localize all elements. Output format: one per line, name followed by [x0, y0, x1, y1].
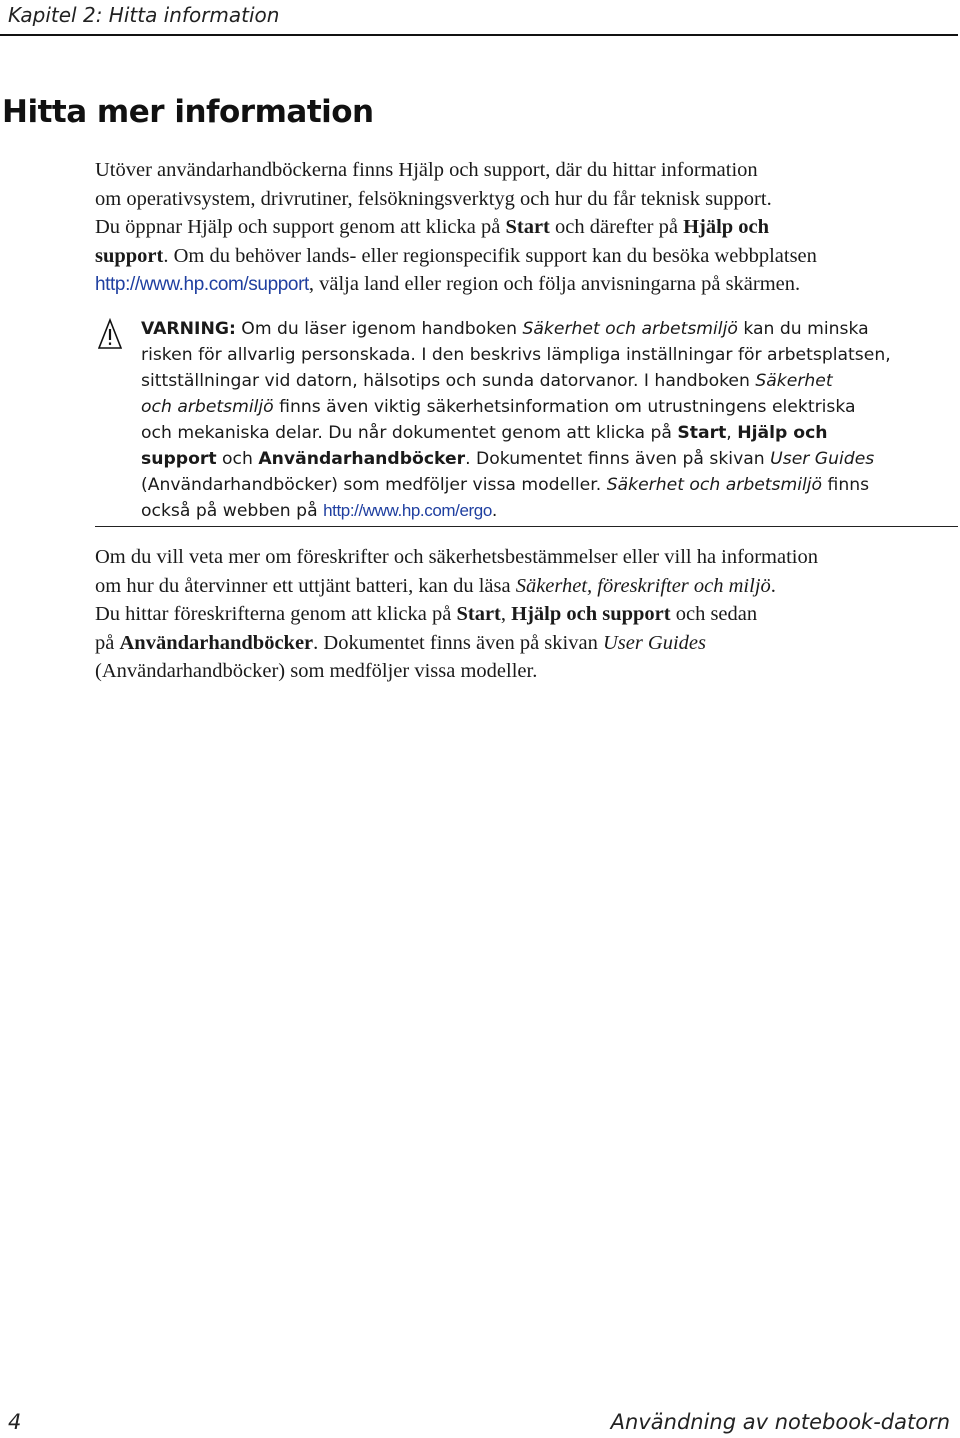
warning-line [141, 316, 931, 342]
warning-label: VARNING: [141, 319, 236, 339]
warning-line [141, 420, 931, 446]
para-line: Om du vill veta mer om föreskrifter och säkerhetsbestämmelser eller vill ha information [95, 546, 818, 568]
para-line [95, 572, 945, 601]
footer-title: Användning av notebook-datorn [610, 1410, 950, 1434]
help-support-term: Hjälp och [683, 216, 770, 238]
help-support-term: support [95, 244, 164, 267]
header-rule [0, 34, 958, 36]
text: . Dokumentet finns även på skivan [313, 631, 603, 654]
user-guides-term: Användarhandböcker [258, 449, 466, 469]
text: (Användarhandböcker) som medföljer vissa modeller. [141, 475, 607, 495]
text: , välja land eller region och följa anvisningarna på skärmen. [308, 273, 801, 295]
ergo-link[interactable]: http://www.hp.com/ergo [323, 501, 492, 520]
user-guides-term: Användarhandböcker [119, 631, 314, 654]
intro-line [95, 213, 945, 242]
doc-title: Säkerhet och arbetsmiljö [606, 475, 823, 495]
warning-line [141, 498, 931, 524]
help-support-term: Hjälp och [737, 423, 828, 443]
intro-line [95, 242, 945, 271]
doc-title: och arbetsmiljö [141, 397, 274, 417]
start-term: Start [505, 216, 550, 238]
warning-line [141, 446, 931, 472]
page-number: 4 [8, 1410, 22, 1434]
support-link[interactable]: http://www.hp.com/support [95, 274, 309, 295]
warning-rule [95, 526, 958, 527]
intro-paragraph [95, 156, 945, 300]
text: , [726, 423, 738, 443]
chapter-header: Kapitel 2: Hitta information [8, 3, 280, 27]
disc-title: User Guides [770, 449, 875, 469]
start-term: Start [677, 423, 727, 443]
warning-line: risken för allvarlig personskada. I den beskrivs lämpliga inställningar för arbetsplatsen, [141, 345, 891, 365]
doc-title: Säkerhet, föreskrifter och miljö [515, 574, 771, 597]
section-title: Hitta mer information [2, 94, 374, 130]
text: och därefter på [549, 216, 684, 238]
text: om hur du återvinner ett uttjänt batteri, kan du läsa [95, 574, 516, 597]
text: finns även viktig säkerhetsinformation om utrustningens elektriska [273, 397, 856, 417]
para-line [95, 600, 945, 629]
text: . Om du behöver lands- eller regionspecifik support kan du besöka webbplatsen [163, 244, 817, 267]
help-support-term: support [141, 449, 217, 469]
text: . [770, 574, 776, 597]
text: Du öppnar Hjälp och support genom att klicka på [95, 216, 506, 238]
text: , [500, 603, 512, 625]
intro-line: om operativsystem, drivrutiner, felsökningsverktyg och hur du får teknisk support. [95, 187, 772, 210]
warning-notice [141, 316, 931, 524]
text: . [491, 501, 498, 521]
text: på [95, 631, 120, 654]
text: sittställningar vid datorn, hälsotips och sunda datorvanor. I handboken [141, 371, 756, 391]
text: . Dokumentet finns även på skivan [465, 449, 771, 469]
warning-line [141, 472, 931, 498]
text: också på webben på [141, 501, 324, 521]
start-term: Start [456, 603, 501, 625]
regulatory-paragraph [95, 543, 945, 686]
intro-line [95, 270, 945, 300]
text: och [216, 449, 259, 469]
warning-line [141, 394, 931, 420]
text: finns [822, 475, 870, 495]
disc-title: User Guides [602, 631, 707, 654]
doc-title: Säkerhet [755, 371, 833, 391]
text: och mekaniska delar. Du når dokumentet genom att klicka på [141, 423, 678, 443]
text: Om du läser igenom handboken [235, 319, 523, 339]
para-line [95, 629, 945, 658]
help-support-term: Hjälp och support [511, 603, 671, 625]
intro-line: Utöver användarhandböckerna finns Hjälp och support, där du hittar information [95, 159, 758, 181]
text: Du hittar föreskrifterna genom att klicka på [95, 603, 457, 625]
text: och sedan [670, 603, 758, 625]
warning-line [141, 368, 931, 394]
para-line: (Användarhandböcker) som medföljer vissa modeller. [95, 660, 538, 682]
doc-title: Säkerhet och arbetsmiljö [522, 319, 738, 339]
warning-triangle-icon [98, 318, 122, 350]
text: kan du minska [737, 319, 869, 339]
